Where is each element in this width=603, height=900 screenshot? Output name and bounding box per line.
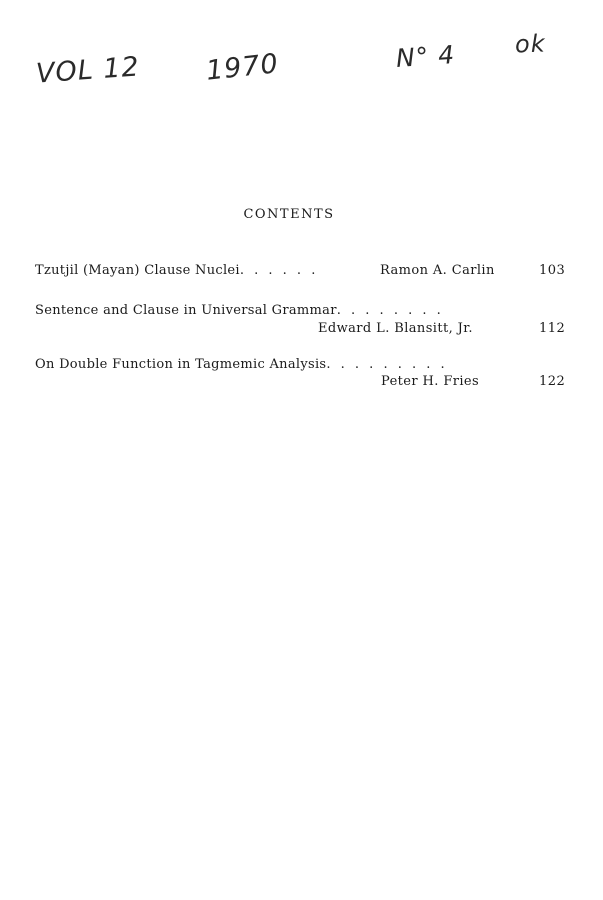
entry-author: Edward L. Blansitt, Jr. bbox=[318, 321, 473, 336]
entry-title: Sentence and Clause in Universal Grammar bbox=[35, 303, 337, 318]
entry-title: Tzutjil (Mayan) Clause Nuclei bbox=[35, 263, 240, 278]
handwritten-check: ok bbox=[514, 29, 547, 59]
entry-title: On Double Function in Tagmemic Analysis bbox=[35, 357, 327, 372]
toc-entry-1 bbox=[35, 263, 318, 278]
entry-page-number: 122 bbox=[539, 374, 566, 389]
toc-entry-3 bbox=[35, 357, 448, 372]
entry-author: Ramon A. Carlin bbox=[380, 263, 495, 278]
toc-entry-2 bbox=[35, 303, 444, 318]
handwritten-number: N° 4 bbox=[395, 39, 457, 74]
dot-leader: . . . . . . . . bbox=[336, 303, 444, 318]
dot-leader: . . . . . . . . . bbox=[326, 357, 448, 372]
entry-page-number: 112 bbox=[539, 321, 566, 336]
entry-page-number: 103 bbox=[539, 263, 566, 278]
handwritten-volume: VOL 12 bbox=[35, 51, 141, 90]
entry-author: Peter H. Fries bbox=[381, 374, 480, 389]
dot-leader: . . . . . . bbox=[239, 263, 319, 278]
contents-heading: CONTENTS bbox=[243, 207, 335, 222]
handwritten-year: 1970 bbox=[204, 48, 281, 87]
